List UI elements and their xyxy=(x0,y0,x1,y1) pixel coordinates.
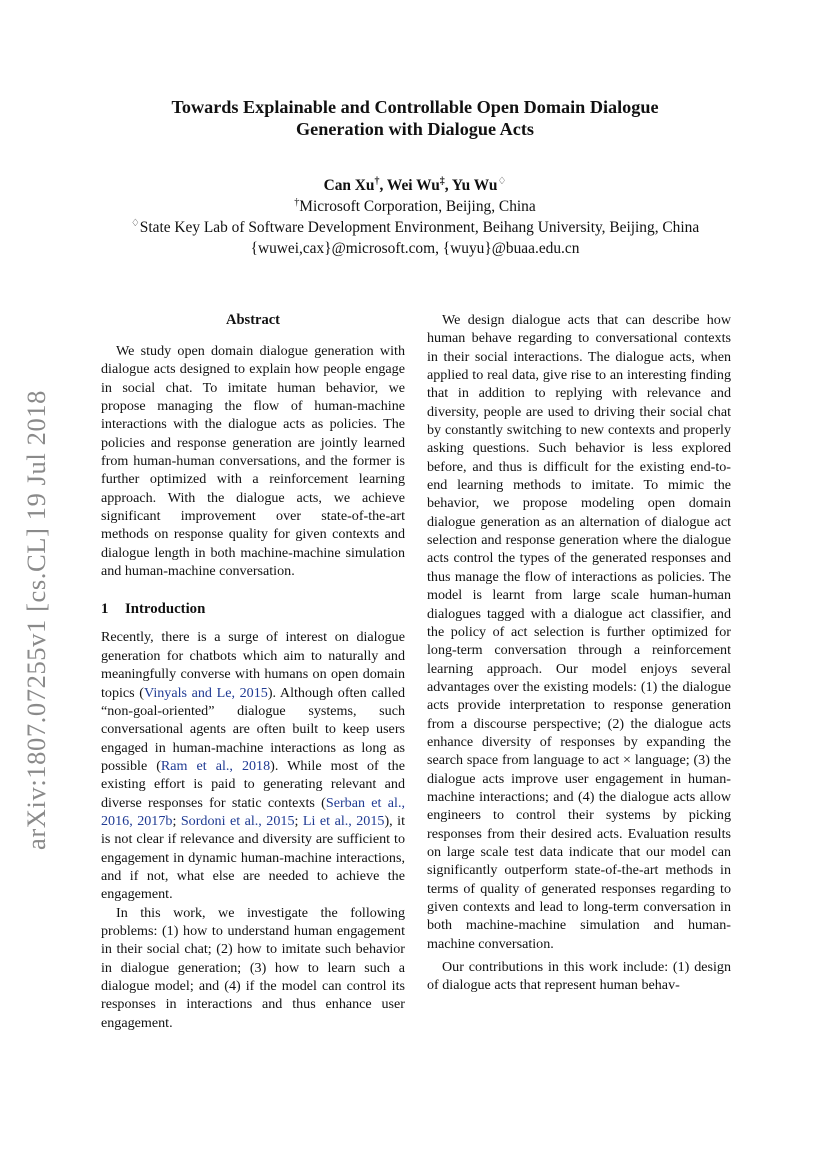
intro-paragraph-3: We design dialogue acts that can describe how human behave regarding to conversational contexts in their social interactions. The dialogue acts, when applied to real data, give rise to an interesting finding that in addition to replying with relevance and diversity, people are used to driving their social chat by constantly switching to new contexts and properly asking questions. Such behavior is less explored before, and thus is difficult for the existing end-to-end learning methods to imitate. To mimic the behavior, we propose modeling open domain dialogue generation as an alternation of dialogue act selection and response generation where the dialogue acts control the types of the generated responses and thus manage the flow of interactions as policies. The model is learnt from large scale human-human dialogues tagged with a dialogue act classifier, and the policy of act selection is further optimized for long-term conversation through a reinforcement learning approach. Our model enjoys several advantages over the existing models: (1) the dialogue acts provide interpretation to response generation from a discourse perspective; (2) the dialogue acts enhance diversity of responses by expanding the search space from language to act × language; (3) the dialogue acts improve user engagement in human-machine interactions; and (4) the dialogue acts allow engineers to control their systems by picking responses from their desired acts. Evaluation results on large scale test data indicate that our model can significantly outperform state-of-the-art methods in terms of quality of generated responses regarding to given contexts and lead to long-term conversation in both machine-machine simulation and human-machine conversation. xyxy=(427,312,731,952)
citation-link[interactable]: Sordoni et al., 2015 xyxy=(180,812,295,829)
author-2: Wei Wu xyxy=(386,177,440,194)
author-names: Can Xu†, Wei Wu‡, Yu Wu♢ xyxy=(323,175,507,194)
intro-paragraph-1: Recently, there is a surge of interest on dialogue generation for chatbots which aim to naturally and meaningfully converse with humans on open domain topics (Vinyals and Le, 2015). Although often called “non-goal-oriented” dialogue systems, such conversational agents are often built to keep users engaged in human-machine interactions as long as possible (Ram et al., 2018). While most of the existing effort is paid to generating relevant and diverse responses for static contexts (Serban et al., 2016, 2017b; Sordoni et al., 2015; Li et al., 2015), it is not clear if relevance and diversity are sufficient to engagement in dynamic human-machine interactions, and if not, what else are needed to achieve the engagement. xyxy=(101,629,406,903)
section-heading-introduction: 1 Introduction xyxy=(101,601,206,618)
title-line-2: Generation with Dialogue Acts xyxy=(296,119,534,139)
intro-paragraph-2: In this work, we investigate the following problems: (1) how to understand human engagement in their social chat; (2) how to imitate such behavior in dialogue generation; (3) how to learn such a dialogue model; and (4) if the model can control its responses in interactions and thus enhance user engagement. xyxy=(101,904,405,1031)
abstract-text: We study open domain dialogue generation with dialogue acts designed to explain how people engage in social chat. To imitate human behavior, we propose managing the flow of human-machine interactions with the dialogue acts as policies. The policies and response generation are jointly learned from human-human conversations, and the former is further optimized with a reinforcement learning approach. With the dialogue acts, we achieve significant improvement over state-of-the-art methods on response quality for given contexts and dialogue length in both machine-machine simulation and human-machine conversation. xyxy=(101,343,405,580)
author-1: Can Xu xyxy=(323,177,375,194)
author-3: Yu Wu xyxy=(451,177,498,194)
left-column xyxy=(101,311,405,1032)
affiliation-2: ♢State Key Lab of Software Development Environment, Beihang University, Beijing, China xyxy=(130,217,700,236)
abstract-heading: Abstract xyxy=(226,312,280,328)
title-line-1: Towards Explainable and Controllable Open Domain Dialogue xyxy=(171,97,659,117)
citation-link[interactable]: Vinyals and Le, 2015 xyxy=(144,684,268,701)
author-emails: {wuwei,cax}@microsoft.com, {wuyu}@buaa.edu.cn xyxy=(250,240,580,257)
citation-link[interactable]: Serban et al., 2016, 2017b xyxy=(101,794,405,829)
citation-link[interactable]: Li et al., 2015 xyxy=(302,812,385,829)
citation-link[interactable]: Ram et al., 2018 xyxy=(160,757,271,774)
arxiv-watermark: arXiv:1807.07255v1 [cs.CL] 19 Jul 2018 xyxy=(21,390,51,851)
right-column xyxy=(427,311,731,995)
paper-title xyxy=(100,96,730,140)
affiliation-1: †Microsoft Corporation, Beijing, China xyxy=(294,196,536,215)
intro-paragraph-4: Our contributions in this work include: (1) design of dialogue acts that represent human behav- xyxy=(427,959,731,994)
author-block xyxy=(80,175,750,259)
